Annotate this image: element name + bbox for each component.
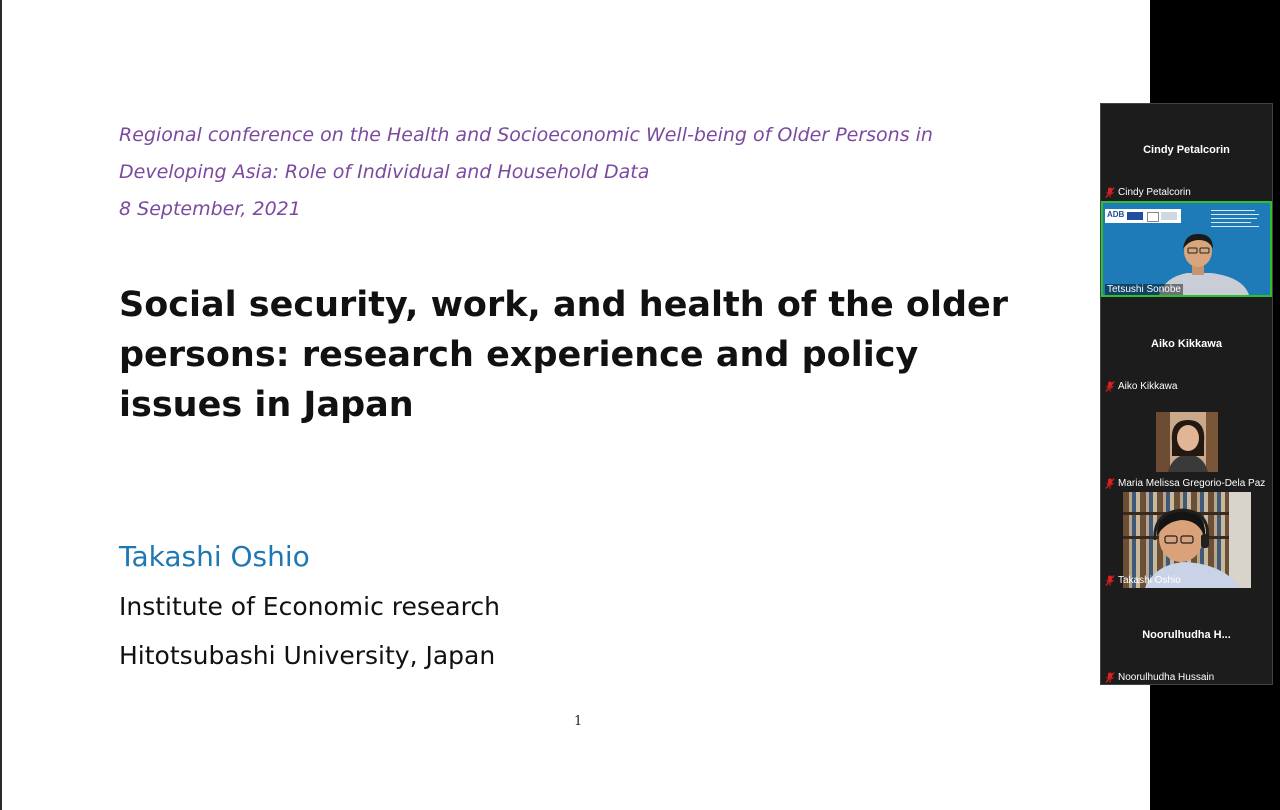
conference-title-line2: Developing Asia: Role of Individual and Household Data: [119, 161, 650, 183]
participant-name: Takashi Oshio: [1118, 575, 1181, 586]
page-number: 1: [574, 714, 583, 729]
participant-gallery[interactable]: [1100, 103, 1273, 685]
conference-title-line1: Regional conference on the Health and Socioeconomic Well-being of Older Persons in: [119, 124, 933, 146]
participant-name: Aiko Kikkawa: [1118, 381, 1178, 392]
participant-tile[interactable]: [1101, 395, 1272, 491]
mic-muted-icon: [1105, 381, 1115, 392]
participant-label: [1105, 284, 1183, 295]
participant-name-center: Noorulhudha H...: [1142, 629, 1231, 641]
slide-title-line1: Social security, work, and health of the older: [119, 285, 1008, 325]
institution-line1: Institute of Economic research: [119, 592, 500, 621]
author-name: Takashi Oshio: [119, 540, 310, 573]
participant-tile[interactable]: [1101, 589, 1272, 685]
conference-date: 8 September, 2021: [119, 198, 301, 220]
mic-muted-icon: [1105, 672, 1115, 683]
adb-logo: ADB: [1107, 210, 1125, 219]
participant-name: Maria Melissa Gregorio-Dela Paz: [1118, 478, 1266, 489]
participant-video: [1123, 492, 1251, 588]
participant-label: [1105, 672, 1214, 683]
participant-name: Tetsushi Sonobe: [1107, 284, 1181, 295]
slide-title-line2: persons: research experience and policy: [119, 335, 919, 375]
participant-tile[interactable]: [1101, 104, 1272, 200]
participant-video: [1156, 412, 1218, 472]
mic-muted-icon: [1105, 478, 1115, 489]
slide-title-line3: issues in Japan: [119, 385, 414, 425]
participant-name: Cindy Petalcorin: [1118, 187, 1191, 198]
participant-label: [1105, 478, 1265, 489]
participant-tile[interactable]: [1101, 492, 1272, 588]
participant-name-center: Aiko Kikkawa: [1151, 338, 1222, 350]
participant-video: [1103, 203, 1270, 295]
participant-label: [1105, 187, 1191, 198]
participant-label: [1105, 575, 1181, 586]
participant-tile[interactable]: [1101, 298, 1272, 394]
mic-muted-icon: [1105, 187, 1115, 198]
person-avatar: [1162, 416, 1214, 472]
mic-muted-icon: [1105, 575, 1115, 586]
conference-banner: [1105, 209, 1181, 223]
participant-name-center: Cindy Petalcorin: [1143, 144, 1230, 156]
slide-title: [119, 280, 1059, 430]
participant-name: Noorulhudha Hussain: [1118, 672, 1215, 683]
participant-label: [1105, 381, 1177, 392]
participant-tile-active[interactable]: [1101, 201, 1272, 297]
institution-line2: Hitotsubashi University, Japan: [119, 641, 496, 670]
